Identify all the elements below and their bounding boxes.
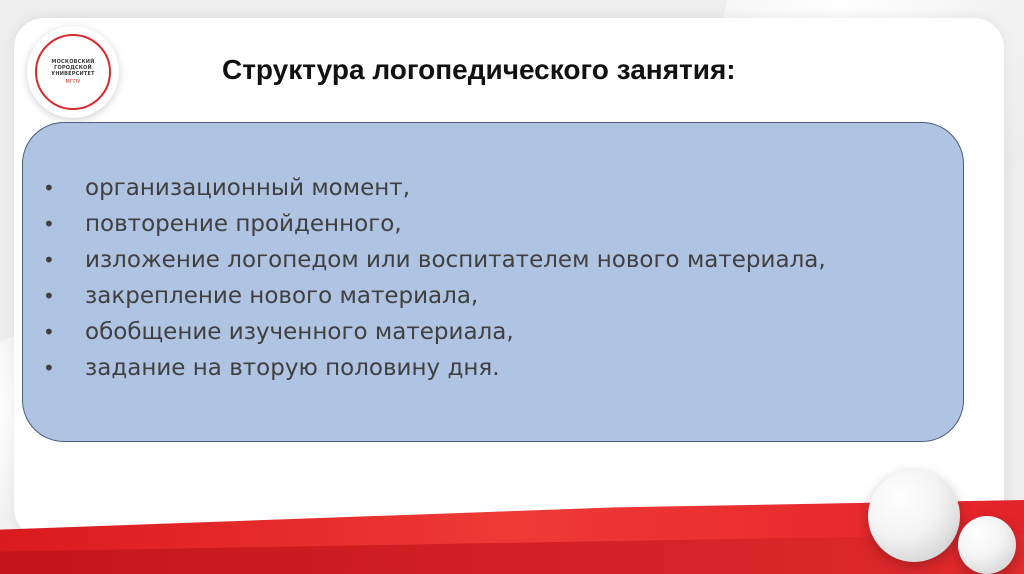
bullet-icon: • xyxy=(43,284,55,308)
list-item-text: изложение логопедом или воспитателем нового материала, xyxy=(85,247,826,273)
logo-text-line: УНИВЕРСИТЕТ xyxy=(51,71,95,77)
bullet-icon: • xyxy=(43,248,55,272)
list-item xyxy=(43,211,826,247)
list-item xyxy=(43,283,826,319)
bullet-icon: • xyxy=(43,176,55,200)
university-logo xyxy=(27,26,119,118)
slide-title: Структура логопедического занятия: xyxy=(222,54,736,85)
list-item xyxy=(43,175,826,211)
list-item xyxy=(43,319,826,355)
list-item-text: организационный момент, xyxy=(85,175,410,201)
logo-ring xyxy=(35,34,111,110)
bullet-icon: • xyxy=(43,212,55,236)
decorative-sphere xyxy=(868,470,960,562)
list-item xyxy=(43,247,826,283)
list-item-text: задание на вторую половину дня. xyxy=(85,355,500,381)
list-item-text: обобщение изученного материала, xyxy=(85,319,514,345)
list-item xyxy=(43,355,826,391)
logo-text-line: МОСКОВСКИЙ xyxy=(51,59,95,65)
bullet-icon: • xyxy=(43,320,55,344)
bullet-icon: • xyxy=(43,356,55,380)
decorative-sphere xyxy=(958,516,1016,574)
content-panel xyxy=(22,122,964,442)
logo-text-line: ГОРОДСКОЙ xyxy=(54,65,92,71)
bullet-list xyxy=(43,175,826,391)
list-item-text: повторение пройденного, xyxy=(85,211,402,237)
list-item-text: закрепление нового материала, xyxy=(85,283,479,309)
logo-text-line: МГПУ xyxy=(65,79,81,85)
